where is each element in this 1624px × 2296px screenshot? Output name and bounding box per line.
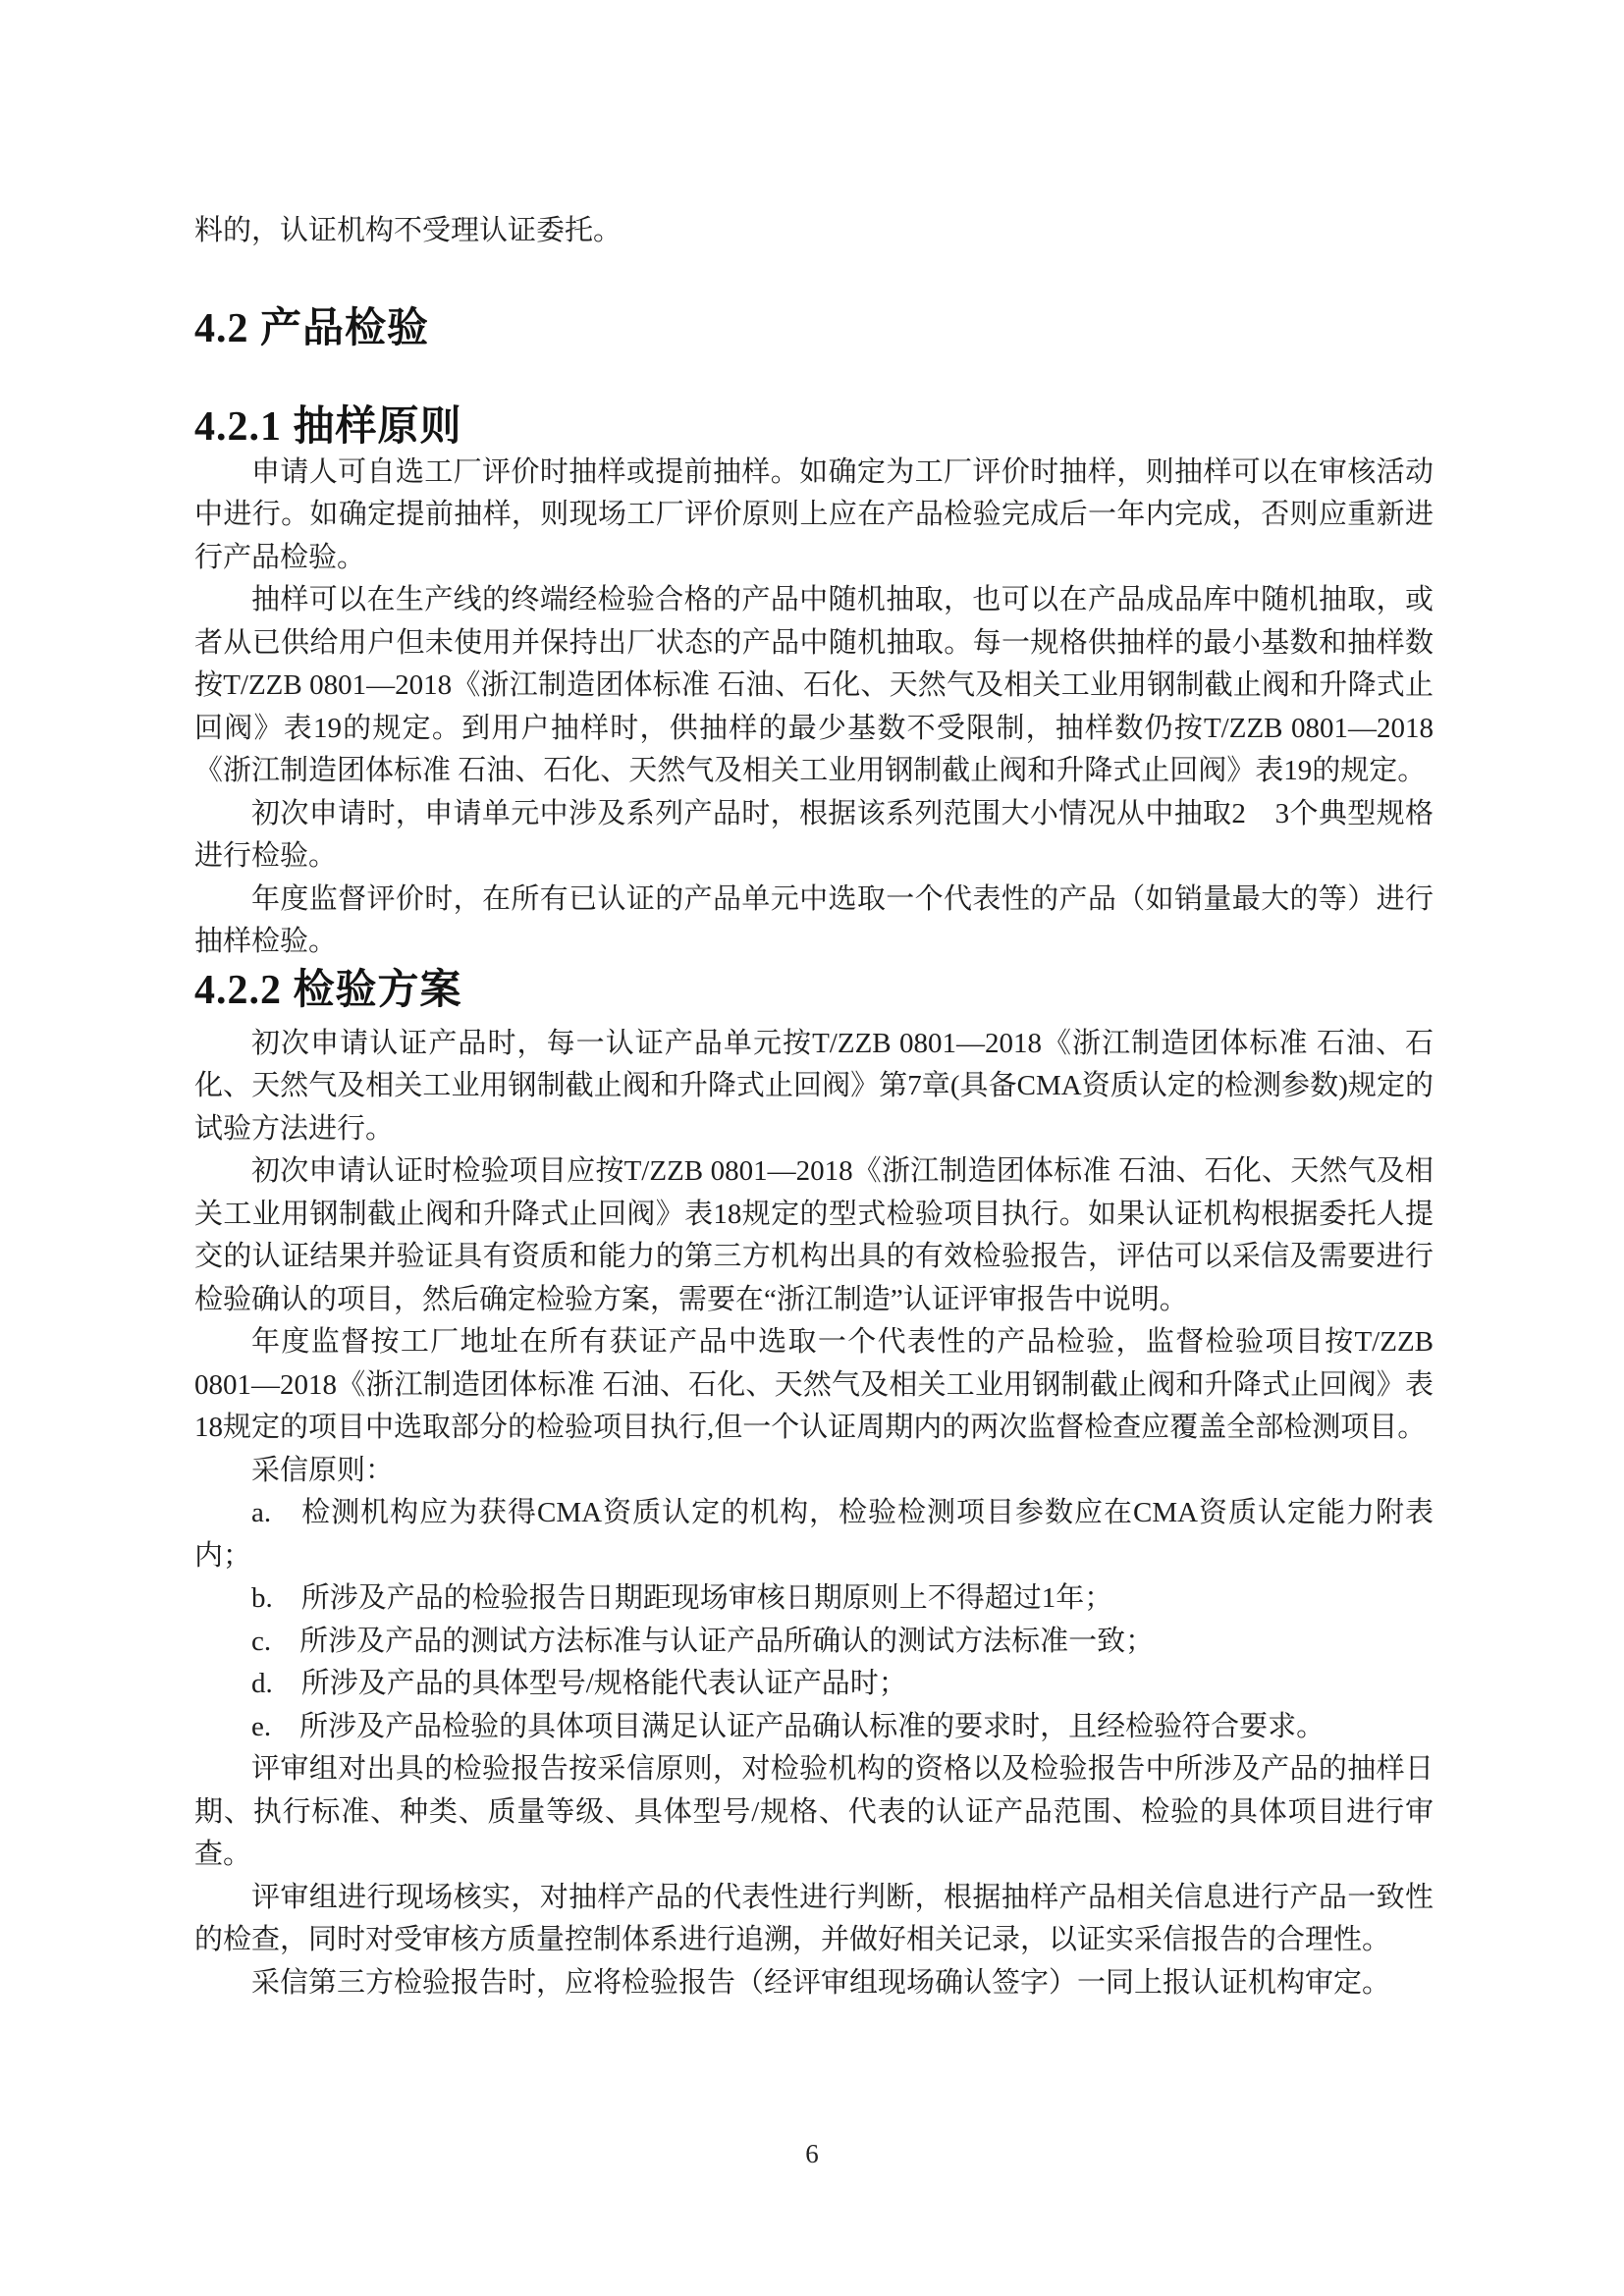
paragraph: 年度监督按工厂地址在所有获证产品中选取一个代表性的产品检验，监督检验项目按T/ZZB 0801—2018《浙江制造团体标准 石油、石化、天然气及相关工业用钢制截止阀和升降式止回阀》表18规定的项目中选取部分的检验项目执行,但一个认证周期内的两次监督检查应覆盖全部检测项目。 [194, 1326, 1434, 1443]
paragraph: 初次申请认证时检验项目应按T/ZZB 0801—2018《浙江制造团体标准 石油、石化、天然气及相关工业用钢制截止阀和升降式止回阀》表18规定的型式检验项目执行。如果认证机构根据委托人提交的认证结果并验证具有资质和能力的第三方机构出具的有效检验报告，评估可以采信及需要进行检验确认的项目，然后确定检验方案，需要在“浙江制造”认证评审报告中说明。 [194, 1155, 1434, 1315]
list-item-e: e. 所涉及产品检验的具体项目满足认证产品确认标准的要求时，且经检验符合要求。 [251, 1710, 1326, 1742]
paragraph: 采信第三方检验报告时，应将检验报告（经评审组现场确认签字）一同上报认证机构审定。 [251, 1966, 1391, 1999]
paragraph-continuation: 料的，认证机构不受理认证委托。 [194, 215, 623, 246]
section-heading-4-2-1: 4.2.1 抽样原则 [194, 403, 462, 450]
page-number: 6 [805, 2139, 819, 2168]
list-item-a: a. 检测机构应为获得CMA资质认定的机构，检验检测项目参数应在CMA资质认定能力附表内； [194, 1497, 1434, 1572]
paragraph: 抽样可以在生产线的终端经检验合格的产品中随机抽取，也可以在产品成品库中随机抽取，或者从已供给用户但未使用并保持出厂状态的产品中随机抽取。每一规格供抽样的最小基数和抽样数按T/ZZB 0801—2018《浙江制造团体标准 石油、石化、天然气及相关工业用钢制截止阀和升降式止回阀》表19的规定。到用户抽样时，供抽样的最少基数不受限制，抽样数仍按T/ZZB 0801—2018《浙江制造团体标准 石油、石化、天然气及相关工业用钢制截止阀和升降式止回阀》表19的规定。 [194, 584, 1434, 786]
list-item-d: d. 所涉及产品的具体型号/规格能代表认证产品时； [251, 1668, 907, 1699]
paragraph: 评审组对出具的检验报告按采信原则，对检验机构的资格以及检验报告中所涉及产品的抽样日期、执行标准、种类、质量等级、具体型号/规格、代表的认证产品范围、检验的具体项目进行审查。 [194, 1753, 1434, 1870]
page-content [194, 210, 1434, 2004]
adoption-principles-label: 采信原则： [251, 1454, 395, 1486]
paragraph: 初次申请时，申请单元中涉及系列产品时，根据该系列范围大小情况从中抽取2 3个典型规格进行检验。 [194, 797, 1434, 872]
section-heading-4-2: 4.2 产品检验 [194, 305, 430, 351]
list-item-b: b. 所涉及产品的检验报告日期距现场审核日期原则上不得超过1年； [251, 1582, 1113, 1614]
paragraph: 申请人可自选工厂评价时抽样或提前抽样。如确定为工厂评价时抽样，则抽样可以在审核活动中进行。如确定提前抽样，则现场工厂评价原则上应在产品检验完成后一年内完成，否则应重新进行产品检验。 [194, 455, 1434, 573]
paragraph: 年度监督评价时，在所有已认证的产品单元中选取一个代表性的产品（如销量最大的等）进行抽样检验。 [194, 882, 1434, 957]
list-item-c: c. 所涉及产品的测试方法标准与认证产品所确认的测试方法标准一致； [251, 1625, 1155, 1657]
section-heading-4-2-2: 4.2.2 检验方案 [194, 967, 462, 1013]
paragraph: 初次申请认证产品时，每一认证产品单元按T/ZZB 0801—2018《浙江制造团体标准 石油、石化、天然气及相关工业用钢制截止阀和升降式止回阀》第7章(具备CMA资质认定的检测参数)规定的试验方法进行。 [194, 1027, 1434, 1145]
paragraph: 评审组进行现场核实，对抽样产品的代表性进行判断，根据抽样产品相关信息进行产品一致性的检查，同时对受审核方质量控制体系进行追溯，并做好相关记录，以证实采信报告的合理性。 [194, 1881, 1434, 1955]
